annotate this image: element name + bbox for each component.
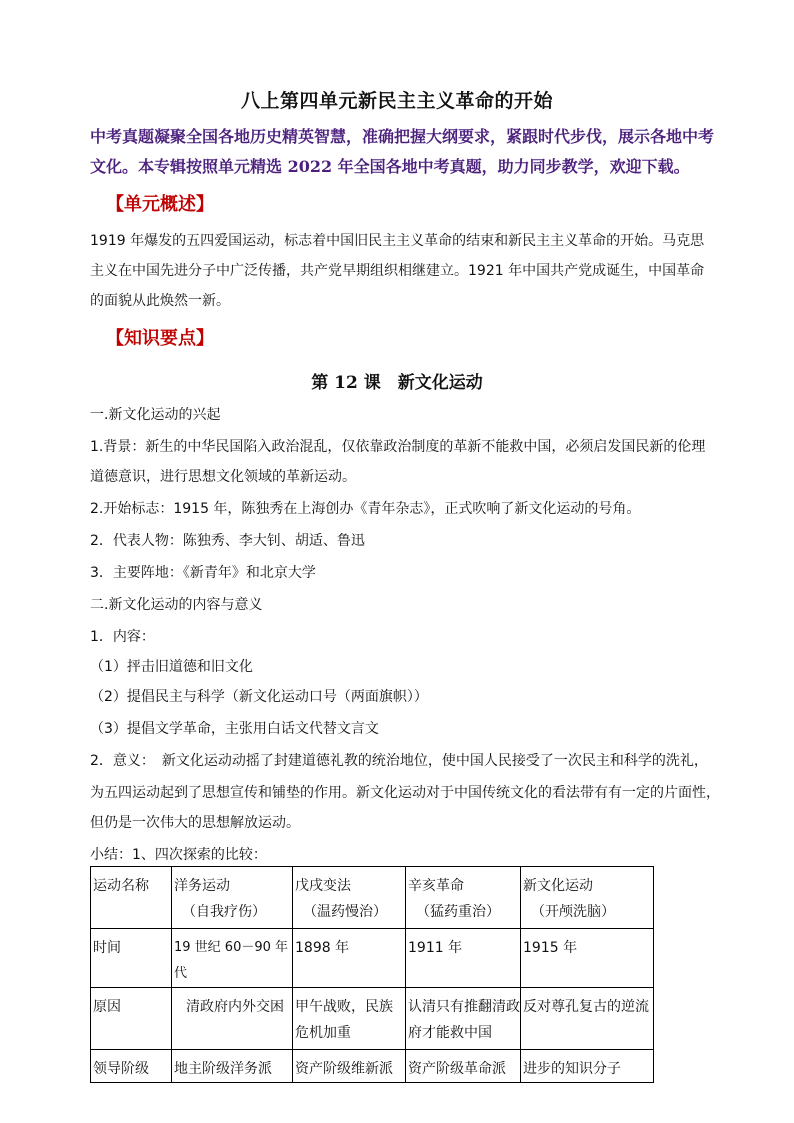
table-cell: 地主阶级洋务派: [172, 1050, 293, 1083]
intro-paragraph: 中考真题凝聚全国各地历史精英智慧，准确把握大纲要求，紧跟时代步伐，展示各地中考文化。本专辑按照单元精选 2022 年全国各地中考真题，助力同步教学，欢迎下载。: [90, 127, 715, 176]
column-header: 戊戌变法: [295, 878, 351, 894]
table-cell: 原因: [91, 988, 172, 1050]
table-cell: 甲午战败，民族危机加重: [293, 988, 406, 1050]
column-subheader: （开颅洗脑）: [531, 904, 615, 920]
table-cell: [172, 867, 293, 929]
content-item-3: （3）提倡文学革命，主张用白话文代替文言文: [90, 721, 379, 737]
table-cell: 19 世纪 60－90 年代: [172, 929, 293, 988]
overview-heading: 【单元概述】: [106, 194, 214, 215]
comparison-table: [90, 866, 654, 1083]
start-marker-text: 2.开始标志：1915 年，陈独秀在上海创办《青年杂志》，正式吹响了新文化运动的号角。: [90, 501, 641, 517]
table-cell: [406, 867, 521, 929]
content-item-1: （1）抨击旧道德和旧文化: [90, 659, 253, 675]
table-cell: [521, 867, 654, 929]
table-cell: [293, 867, 406, 929]
content-label: 1．内容：: [90, 629, 155, 645]
overview-text: 1919 年爆发的五四爱国运动，标志着中国旧民主主义革命的结束和新民主主义革命的开始。马克思主义在中国先进分子中广泛传播，共产党早期组织相继建立。1921 年中国共产党成诞生，中国革命的面貌从此焕然一新。: [90, 233, 705, 309]
section-2-heading: 二.新文化运动的内容与意义: [90, 597, 263, 613]
table-row: [91, 1050, 654, 1083]
table-cell: 时间: [91, 929, 172, 988]
main-base-text: 3．主要阵地：《新青年》和北京大学: [90, 565, 316, 581]
table-row: [91, 867, 654, 929]
background-line-2: 道德意识，进行思想文化领域的革新运动。: [90, 469, 356, 485]
table-cell: 运动名称: [91, 867, 172, 929]
column-header: 新文化运动: [523, 878, 593, 894]
table-row: [91, 929, 654, 988]
lesson-title: 第 12 课 新文化运动: [311, 373, 483, 393]
meaning-line-2: 为五四运动起到了思想宣传和铺垫的作用。新文化运动对于中国传统文化的看法带有有一定的片面性，: [90, 785, 720, 801]
column-subheader: （自我疗伤）: [182, 904, 266, 920]
table-cell: 1915 年: [521, 929, 654, 988]
column-header: 洋务运动: [174, 878, 230, 894]
table-cell: 清政府内外交困: [172, 988, 293, 1050]
meaning-line-1: 2．意义： 新文化运动动摇了封建道德礼教的统治地位，使中国人民接受了一次民主和科学的洗礼，: [90, 753, 708, 769]
table-cell: 1898 年: [293, 929, 406, 988]
section-1-heading: 一.新文化运动的兴起: [90, 407, 221, 423]
key-points-heading: 【知识要点】: [106, 328, 214, 349]
document-title: 八上第四单元新民主主义革命的开始: [240, 90, 553, 112]
table-cell: 1911 年: [406, 929, 521, 988]
representatives-text: 2．代表人物：陈独秀、李大钊、胡适、鲁迅: [90, 533, 365, 549]
meaning-line-3: 但仍是一次伟大的思想解放运动。: [90, 815, 300, 831]
table-cell: 资产阶级维新派: [293, 1050, 406, 1083]
column-subheader: （温药慢治）: [303, 904, 387, 920]
table-row: [91, 988, 654, 1050]
table-cell: 领导阶级: [91, 1050, 172, 1083]
column-header: 辛亥革命: [408, 878, 464, 894]
content-item-2: （2）提倡民主与科学（新文化运动口号（两面旗帜））: [90, 689, 428, 705]
table-cell: 认清只有推翻清政府才能救中国: [406, 988, 521, 1050]
table-cell: 进步的知识分子: [521, 1050, 654, 1083]
summary-label: 小结：1、四次探索的比较：: [90, 847, 267, 863]
column-subheader: （猛药重治）: [416, 904, 500, 920]
table-cell: 反对尊孔复古的逆流: [521, 988, 654, 1050]
background-line-1: 1.背景：新生的中华民国陷入政治混乱，仅依靠政治制度的革新不能救中国，必须启发国民新的伦理: [90, 439, 706, 455]
table-cell: 资产阶级革命派: [406, 1050, 521, 1083]
